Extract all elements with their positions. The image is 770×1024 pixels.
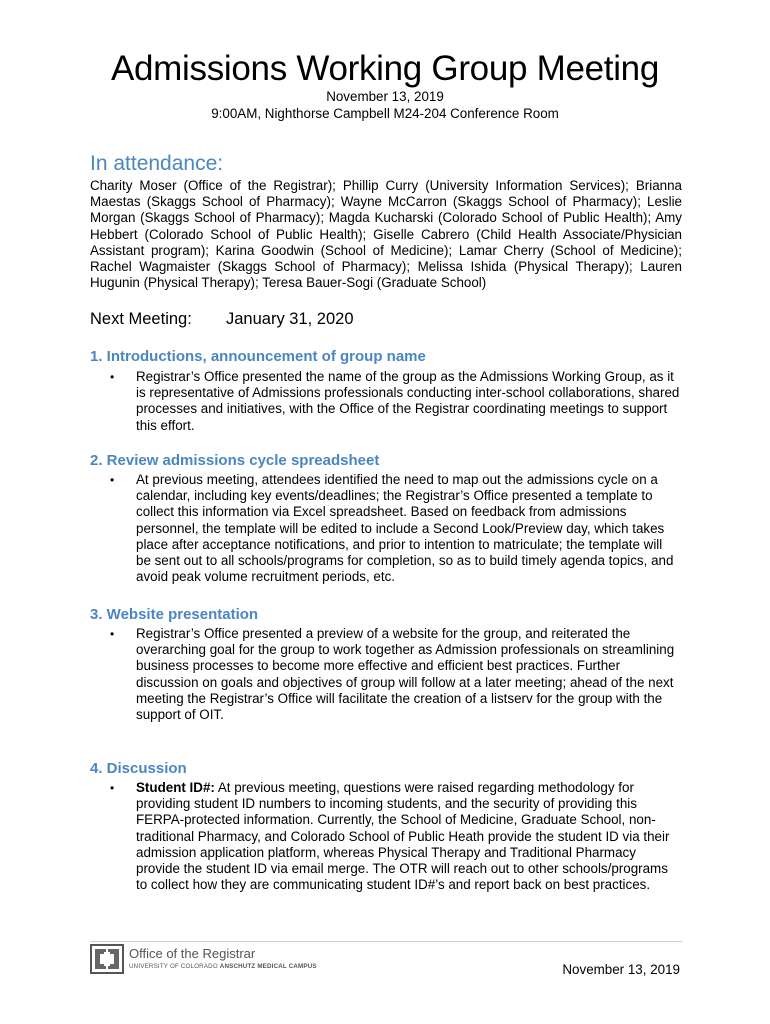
- section-title-website: 3. Website presentation: [90, 606, 259, 623]
- section-title-introductions: 1. Introductions, announcement of group name: [90, 348, 426, 365]
- bullet-item: [110, 472, 680, 585]
- campus-name: ANSCHUTZ MEDICAL CAMPUS: [219, 963, 317, 970]
- cu-logo-icon: [90, 944, 124, 974]
- bullet-text: Registrar’s Office presented a preview of a website for the group, and reiterated the overarching goal for the group to work together as Admission professionals on streamlining business processes to become more effective and efficient best practices. Further discussion on goals and objectives of group will follow at a later meeting; ahead of the next meeting the Registrar’s Office will facilitate the creation of a listserv for the group with the support of OIT.: [136, 626, 675, 723]
- bullet-glyph: •: [110, 473, 115, 487]
- bullet-text: Registrar’s Office presented the name of the group as the Admissions Working Group, as it is representative of Admissions professionals conducting inter-school collaborations, shared processes and initiatives, with the Office of the Registrar coordinating meetings to support this effort.: [136, 369, 680, 433]
- bullet-glyph: •: [110, 370, 115, 384]
- attendance-heading: In attendance:: [90, 152, 224, 175]
- footer-divider: [90, 941, 682, 942]
- document-title: Admissions Working Group Meeting: [110, 49, 660, 88]
- next-meeting-label: Next Meeting:: [90, 310, 192, 328]
- footer-date: November 13, 2019: [562, 962, 680, 977]
- section-title-admissions-cycle: 2. Review admissions cycle spreadsheet: [90, 452, 380, 469]
- attendance-list: Charity Moser (Office of the Registrar); Phillip Curry (University Information Services); Brianna Maestas (Skaggs School of Pharmacy); Wayne McCarron (Skaggs School of Pharmacy); Leslie Morgan (Skaggs School of Pharmacy); Magda Kucharski (Colorado School of Public Health); Amy Hebbert (Colorado School of Public Health); Giselle Cabrero (Child Health Associate/Physician Assistant program); Karina Goodwin (School of Medicine); Lamar Cherry (School of Medicine); Rachel Wagmaister (Skaggs School of Pharmacy); Melissa Ishida (Physical Therapy); Lauren Hugunin (Physical Therapy); Teresa Bauer-Sogi (Graduate School): [90, 178, 682, 291]
- meeting-date: November 13, 2019: [326, 89, 444, 104]
- meeting-location: 9:00AM, Nighthorse Campbell M24-204 Conference Room: [211, 106, 559, 121]
- university-name: [129, 963, 317, 971]
- bullet-glyph: •: [110, 627, 115, 641]
- bullet-body: At previous meeting, questions were raised regarding methodology for providing student ID numbers to incoming students, and the security of providing this FERPA-protected information. Currently, the School of Medicine, Graduate School, non-traditional Pharmacy, and Colorado School of Public Heath provide the student ID via their admission application platform, whereas Physical Therapy and Traditional Pharmacy provide the student ID via email merge. The OTR will reach out to other schools/programs to collect how they are communicating student ID#’s and report back on best practices.: [136, 780, 670, 893]
- office-name: Office of the Registrar: [129, 946, 256, 961]
- next-meeting: [90, 309, 354, 329]
- bullet-label: Student ID#:: [136, 780, 215, 795]
- bullet-item: [110, 369, 680, 434]
- bullet-glyph: •: [110, 781, 115, 795]
- next-meeting-date: January 31, 2020: [226, 310, 354, 328]
- bullet-text: [136, 780, 680, 893]
- bullet-item: [110, 626, 680, 723]
- bullet-text: At previous meeting, attendees identified the need to map out the admissions cycle on a calendar, including key events/deadlines; the Registrar’s Office presented a template to collect this information via Excel spreadsheet. Based on feedback from admissions personnel, the template will be edited to include a Second Look/Preview day, which takes place after acceptance notifications, and prior to intention to matriculate; the template will be sent out to all schools/programs for completion, so as to build timely agenda topics, and avoid peak volume recruitment periods, etc.: [136, 472, 674, 585]
- university-prefix: UNIVERSITY OF COLORADO: [129, 963, 220, 970]
- bullet-item: [110, 780, 680, 893]
- section-title-discussion: 4. Discussion: [90, 760, 187, 777]
